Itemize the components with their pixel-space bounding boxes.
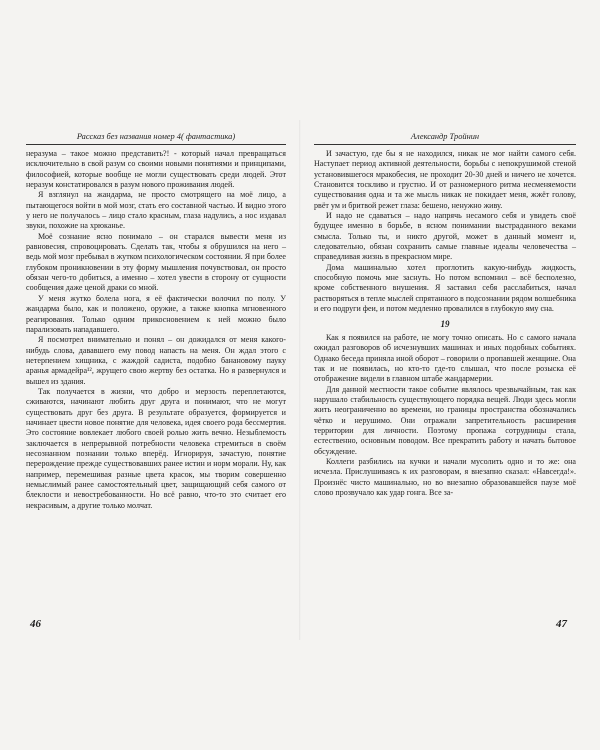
right-paragraph-2: И надо не сдаваться – надо напрячь несамого себя и увидеть своё будущее именно в борьбе, в ясном понимании выстраданного веками смысла. Только ты, и никто другой, может в данный момент и, следовательно, обязан сохранить самые главные идеалы человечества –справедливая жизнь в прекрасном мире. bbox=[314, 211, 576, 262]
right-paragraph-1: И зачастую, где бы я не находился, никак не мог найти самого себя. Наступает период активной деятельности, борьбы с непокрушимой стеной установившегося мракобесия, не проходит 20-30 дней и ничего не хочется. Становится тоскливо и грустно. И от разномерного ритма несменяемости существования одна и та же мысль никак не покидает меня, жжёт голову, рвёт ум и бритвой режет глаза: бешено, ненужно живу. bbox=[314, 149, 576, 210]
left-page-number: 46 bbox=[30, 618, 41, 630]
book-gutter bbox=[299, 120, 301, 640]
chapter-number: 19 bbox=[440, 318, 450, 329]
right-page-number: 47 bbox=[556, 618, 567, 630]
left-paragraph-5: Я посмотрел внимательно и понял – он дожидался от меня какого-нибудь слова, дававшего ему повод напасть на меня. Он ждал этого с нетерпением хищника, с жаждой садиста, подобно банановому пауку аранья армадейра¹², жрущего свою жертву без остатка. Но я развернулся и вышел из здания. bbox=[26, 335, 286, 386]
right-page bbox=[314, 132, 576, 632]
right-paragraph-6: Коллеги разбились на кучки и начали мусолить одно и то же: она исчезла. Прислушиваясь к их разговорам, я внезапно сказал: «Навсегда!». Произнёс чисто машинально, но во внезапно образовавшейся паузе моё слово прозвучало как удар гонга. Все за- bbox=[314, 456, 576, 497]
right-running-head: Александр Тройнин bbox=[314, 132, 576, 145]
right-paragraph-5: Для данной местности такое событие являлось чрезвычайным, так как нарушало стабильность существующего порядка вещей. Люди здесь могли жить неограниченно во времени, но границы пространства обозначались чётко и нерушимо. Они отражали запретительность расширения территории для личности. Поэтому пропажа сотрудницы стала, естественно, основным поводом. Все прекратить работу и начать бытовое обсуждение. bbox=[314, 384, 576, 456]
left-paragraph-6: Так получается в жизни, что добро и мерзость переплетаются, сживаются, начинают любить друг друга и понимают, что не могут существовать друг без друга. В результате образуется, формируется и начинает цвести новое понятие для человека, идея своего рода бессмертия. Это состояние вовлекает любого своей ролью жить вечно. Незыблемость заключается в непрерывной потребности человека стремиться в своём несознанном познании только вперёд. Игнорируя, зачастую, понятие перерождение прежде существовавших ранее истин и норм морали. Ну, как например, перемешивая разные цвета красок, мы творим совершенно немыслимый ранее самостоятельный цвет, защищающий себя самого от блеклости и невостребованности. Но всё равно, что-то это считает его некрасивым, а другие только молчат. bbox=[26, 386, 286, 510]
right-paragraph-4: Как я появился на работе, не могу точно описать. Но с самого начала ожидал разговоров об исчезнувших машинах и иных подобных событиях. Однако беседа приняла иной оборот – говорили о пропавшей женщине. Она так и не появилась, но кто-то где-то слышал, что после розыска её отображение видели в главном штабе жандармерии. bbox=[314, 332, 576, 384]
left-paragraph-2: Я взглянул на жандарма, не просто смотрящего на моё лицо, а пытающегося войти в мой мозг, стать его составной частью. И видно этого у него не получалось – лицо стало красным, глаза надулись, а нос издавал звуки, похожие на хрюканье. bbox=[26, 190, 286, 231]
right-body-text bbox=[314, 149, 576, 498]
left-page bbox=[26, 132, 286, 632]
right-paragraph-3: Дома машинально хотел проглотить какую-нибудь жидкость, способную помочь мне заснуть. Но потом вспомнил – всё бесполезно, кроме собственного внушения. Я заставил себя расслабиться, начал растворяться в тепле мыслей спрятанного в подсознании рядом волшебника и его подруги феи, и потом медленно провалился в глубокую яму сна. bbox=[314, 262, 576, 314]
left-running-head: Рассказ без названия номер 4( фантастика) bbox=[26, 132, 286, 145]
left-paragraph-1: неразума – такое можно представить?! - который начал превращаться исключительно в свой разум со своими новыми понятиями и принципами, философией, которые вообще не могли существовать среди людей. Этот неразум констатировался в разум нового проживания людей. bbox=[26, 149, 286, 190]
left-paragraph-4: У меня жутко болела нога, я её фактически волочил по полу. У жандарма было, как и положено, оружие, а также кнопка мгновенного реагирования. Только одним прикосновением к ней можно было парализовать нападавшего. bbox=[26, 293, 286, 334]
left-paragraph-3: Моё сознание ясно понимало – он старался вывести меня из равновесия, спровоцировать. Сделать так, чтобы я обрушился на него – ведь мой мозг пребывал в жутком психологическом состоянии. Я при более глубоком проникновении в эту форму мышления почувствовал, он просто обязан чего-то добиться, а именно – хотел увести в сторону от сущности сообщения даже ценой драки со мной. bbox=[26, 231, 287, 293]
left-body-text bbox=[26, 149, 286, 511]
